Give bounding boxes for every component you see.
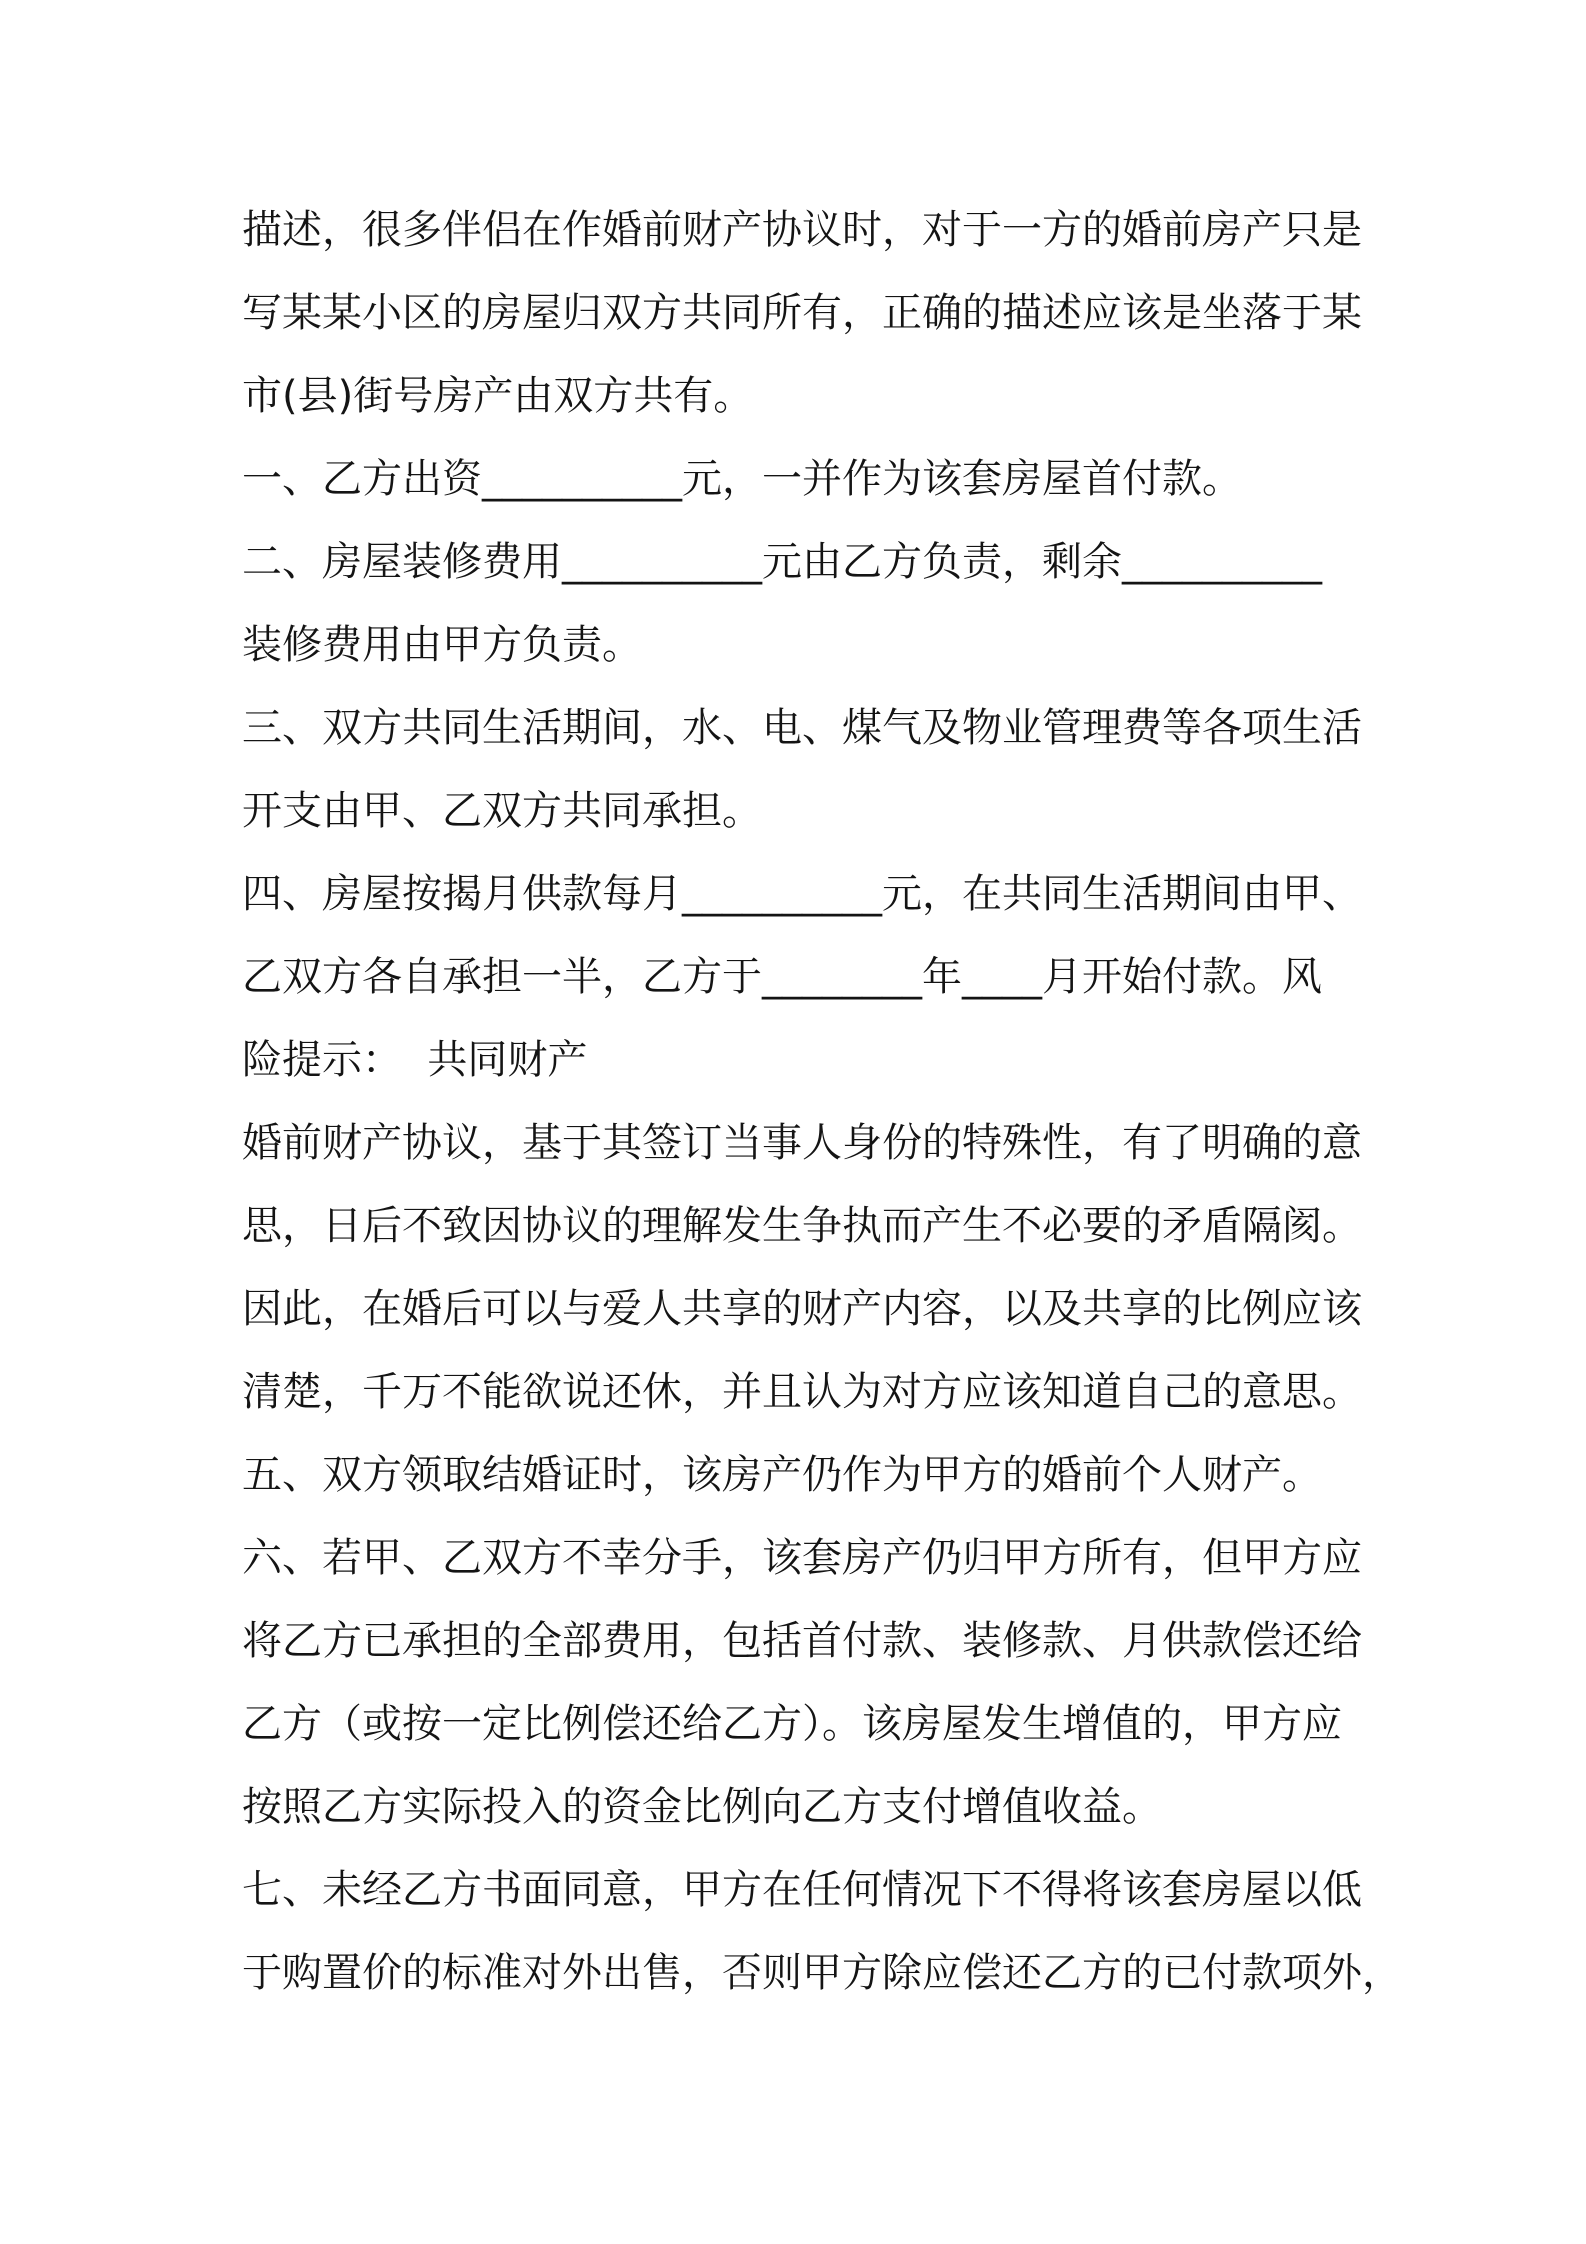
text-line: 市(县)街号房产由双方共有。 xyxy=(242,373,754,419)
text-line: 四、房屋按揭月供款每月__________元，在共同生活期间由甲、 xyxy=(242,871,1362,917)
text-line: 六、若甲、乙双方不幸分手，该套房产仍归甲方所有，但甲方应 xyxy=(242,1535,1362,1581)
text-line: 三、双方共同生活期间，水、电、煤气及物业管理费等各项生活 xyxy=(242,705,1362,751)
text-line: 写某某小区的房屋归双方共同所有，正确的描述应该是坐落于某 xyxy=(242,290,1362,336)
text-line: 将乙方已承担的全部费用，包括首付款、装修款、月供款偿还给 xyxy=(242,1618,1362,1664)
text-line: 险提示： 共同财产 xyxy=(242,1037,588,1083)
text-line: 五、双方领取结婚证时，该房产仍作为甲方的婚前个人财产。 xyxy=(242,1452,1322,1498)
text-line: 婚前财产协议，基于其签订当事人身份的特殊性，有了明确的意 xyxy=(242,1120,1362,1166)
text-line: 一、乙方出资__________元，一并作为该套房屋首付款。 xyxy=(242,456,1242,502)
text-line: 乙双方各自承担一半，乙方于________年____月开始付款。风 xyxy=(242,954,1322,1000)
text-line: 开支由甲、乙双方共同承担。 xyxy=(242,788,762,834)
text-line: 清楚，千万不能欲说还休，并且认为对方应该知道自己的意思。 xyxy=(242,1369,1362,1415)
text-line: 于购置价的标准对外出售，否则甲方除应偿还乙方的已付款项外， xyxy=(242,1950,1402,1996)
text-line: 七、未经乙方书面同意，甲方在任何情况下不得将该套房屋以低 xyxy=(242,1867,1362,1913)
text-line: 按照乙方实际投入的资金比例向乙方支付增值收益。 xyxy=(242,1784,1162,1830)
text-line: 描述，很多伴侣在作婚前财产协议时，对于一方的婚前房产只是 xyxy=(242,207,1362,253)
text-line: 因此，在婚后可以与爱人共享的财产内容，以及共享的比例应该 xyxy=(242,1286,1362,1332)
text-line: 乙方（或按一定比例偿还给乙方）。该房屋发生增值的，甲方应 xyxy=(242,1701,1342,1747)
text-line: 装修费用由甲方负责。 xyxy=(242,622,642,668)
text-line: 思，日后不致因协议的理解发生争执而产生不必要的矛盾隔阂。 xyxy=(242,1203,1362,1249)
text-line: 二、房屋装修费用__________元由乙方负责，剩余__________ xyxy=(242,539,1322,585)
